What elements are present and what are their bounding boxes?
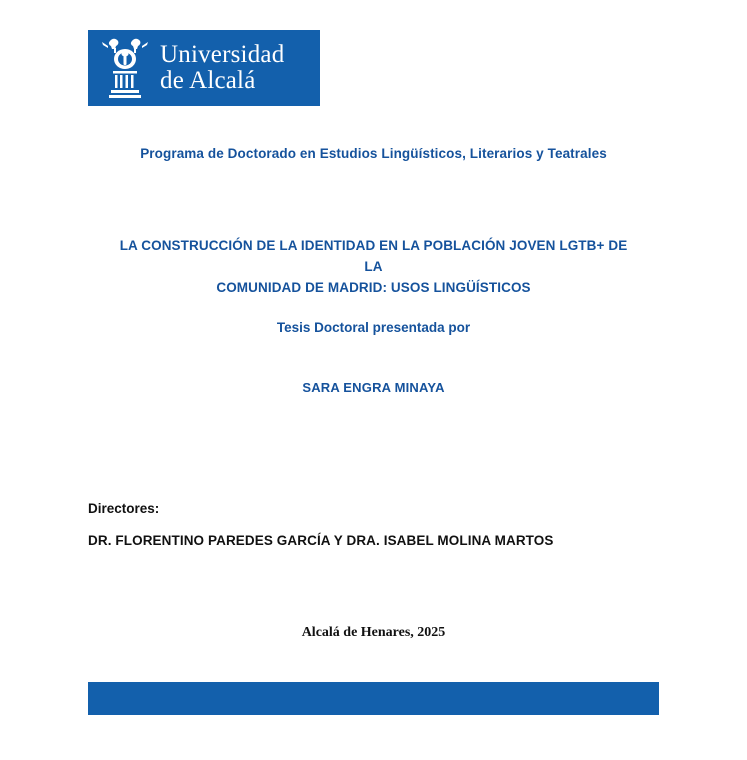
doctoral-program: Programa de Doctorado en Estudios Lingüísticos, Literarios y Teatrales xyxy=(140,146,607,161)
university-logo xyxy=(88,30,320,106)
university-logo-text xyxy=(160,42,284,95)
logo-line-2: de Alcalá xyxy=(160,67,256,94)
place-and-date: Alcalá de Henares, 2025 xyxy=(301,625,446,640)
directors-label: Directores: xyxy=(88,501,160,516)
thesis-title xyxy=(110,236,637,299)
thesis-title-line-2: COMUNIDAD DE MADRID: USOS LINGÜÍSTICOS xyxy=(216,279,531,295)
author-name: SARA ENGRA MINAYA xyxy=(302,380,445,395)
university-crest-icon xyxy=(96,34,154,102)
bottom-accent-bar xyxy=(88,682,659,715)
thesis-title-line-1: LA CONSTRUCCIÓN DE LA IDENTIDAD EN LA POBLACIÓN JOVEN LGTB+ DE LA xyxy=(119,238,628,274)
logo-line-1: Universidad xyxy=(160,40,285,68)
directors-names: DR. FLORENTINO PAREDES GARCÍA Y DRA. ISABEL MOLINA MARTOS xyxy=(88,533,554,548)
presented-by-label: Tesis Doctoral presentada por xyxy=(276,320,471,335)
